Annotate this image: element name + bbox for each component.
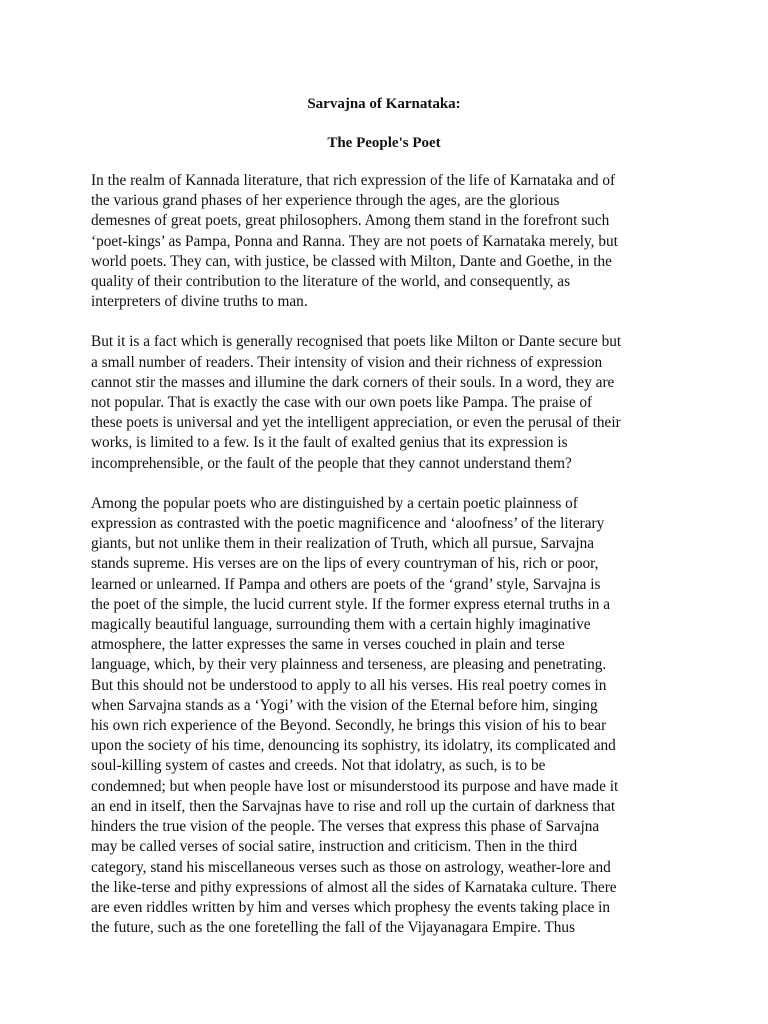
paragraph-line: demesnes of great poets, great philosophers. Among them stand in the forefront such xyxy=(91,212,610,230)
paragraph-3 xyxy=(91,494,681,938)
paragraph-line: the future, such as the one foretelling the fall of the Vijayanagara Empire. Thus xyxy=(91,919,576,937)
paragraph-line: interpreters of divine truths to man. xyxy=(91,293,308,311)
paragraph-line: language, which, by their very plainness and terseness, are pleasing and penetrating. xyxy=(91,656,607,674)
document-title: Sarvajna of Karnataka: xyxy=(307,96,461,112)
paragraph-line: these poets is universal and yet the intelligent appreciation, or even the perusal of their xyxy=(91,414,621,432)
paragraph-line: not popular. That is exactly the case with our own poets like Pampa. The praise of xyxy=(91,394,593,412)
document-subtitle: The People's Poet xyxy=(327,135,441,151)
paragraph-line: Among the popular poets who are distinguished by a certain poetic plainness of xyxy=(91,494,578,512)
paragraph-line: quality of their contribution to the literature of the world, and consequently, as xyxy=(91,273,571,291)
paragraph-line: magically beautiful language, surrounding them with a certain highly imaginative xyxy=(91,616,591,634)
paragraph-line: incomprehensible, or the fault of the people that they cannot understand them? xyxy=(91,454,572,472)
paragraph-line: ‘poet-kings’ as Pampa, Ponna and Ranna. They are not poets of Karnataka merely, but xyxy=(91,232,618,250)
paragraph-line: his own rich experience of the Beyond. Secondly, he brings this vision of his to bear xyxy=(91,717,607,735)
paragraph-1 xyxy=(91,171,681,312)
paragraph-line: are even riddles written by him and verses which prophesy the events taking place in xyxy=(91,898,611,916)
paragraph-line: learned or unlearned. If Pampa and others are poets of the ‘grand’ style, Sarvajna is xyxy=(91,575,601,593)
paragraph-line: giants, but not unlike them in their realization of Truth, which all pursue, Sarvajna xyxy=(91,535,595,553)
paragraph-line: cannot stir the masses and illumine the dark corners of their souls. In a word, they are xyxy=(91,373,615,391)
paragraph-line: works, is limited to a few. Is it the fault of exalted genius that its expression is xyxy=(91,434,568,452)
document-body xyxy=(91,171,681,958)
paragraph-line: an end in itself, then the Sarvajnas have to rise and roll up the curtain of darkness that xyxy=(91,797,616,815)
paragraph-line: But it is a fact which is generally recognised that poets like Milton or Dante secure but xyxy=(91,333,622,351)
paragraph-line: hinders the true vision of the people. The verses that express this phase of Sarvajna xyxy=(91,818,600,836)
paragraph-line: But this should not be understood to apply to all his verses. His real poetry comes in xyxy=(91,676,607,694)
paragraph-line: when Sarvajna stands as a ‘Yogi’ with the vision of the Eternal before him, singing xyxy=(91,696,598,714)
paragraph-line: a small number of readers. Their intensity of vision and their richness of expression xyxy=(91,353,603,371)
paragraph-line: atmosphere, the latter expresses the same in verses couched in plain and terse xyxy=(91,636,565,654)
paragraph-line: world poets. They can, with justice, be classed with Milton, Dante and Goethe, in the xyxy=(91,252,612,270)
paragraph-line: expression as contrasted with the poetic magnificence and ‘aloofness’ of the literary xyxy=(91,515,605,533)
paragraph-line: condemned; but when people have lost or misunderstood its purpose and have made it xyxy=(91,777,619,795)
paragraph-line: the various grand phases of her experience through the ages, are the glorious xyxy=(91,192,560,210)
paragraph-line: stands supreme. His verses are on the lips of every countryman of his, rich or poor, xyxy=(91,555,599,573)
paragraph-line: soul-killing system of castes and creeds. Not that idolatry, as such, is to be xyxy=(91,757,546,775)
paragraph-2 xyxy=(91,332,681,473)
paragraph-line: upon the society of his time, denouncing its sophistry, its idolatry, its complicated and xyxy=(91,737,616,755)
paragraph-line: the poet of the simple, the lucid current style. If the former express eternal truths in a xyxy=(91,595,611,613)
paragraph-line: the like-terse and pithy expressions of almost all the sides of Karnataka culture. There xyxy=(91,878,617,896)
paragraph-line: category, stand his miscellaneous verses such as those on astrology, weather-lore and xyxy=(91,858,611,876)
paragraph-line: In the realm of Kannada literature, that rich expression of the life of Karnataka and of xyxy=(91,172,616,189)
paragraph-line: may be called verses of social satire, instruction and criticism. Then in the third xyxy=(91,838,578,856)
